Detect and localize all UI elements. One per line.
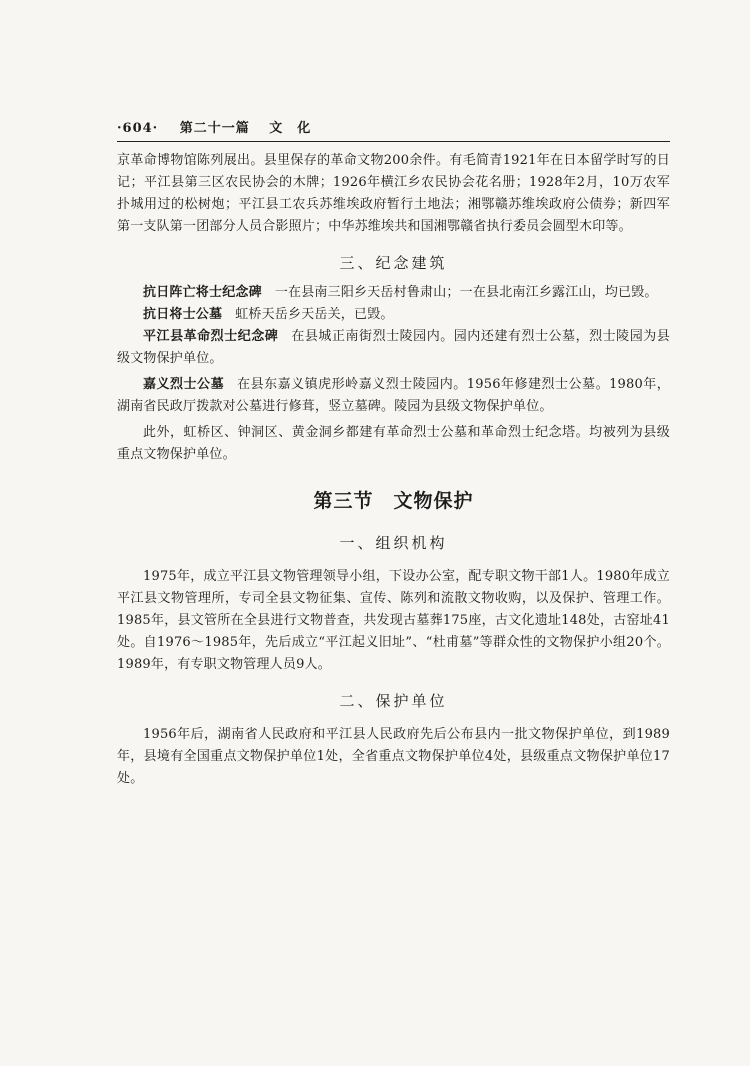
chapter-label: 第二十一篇: [179, 121, 250, 136]
entry-term: 平江县革命烈士纪念碑: [143, 329, 279, 344]
running-header: [117, 117, 667, 136]
entry-text: 在县城正南街烈士陵园内。园内还建有烈士公墓，烈士陵园为县级文物保护单位。: [117, 329, 670, 366]
protection-heading: 二、保护单位: [339, 692, 448, 710]
intro-paragraph: 京革命博物馆陈列展出。县里保存的革命文物200余件。有毛简青1921年在日本留学时写的日记；平江县第三区农民协会的木牌；1926年横江乡农民协会花名册；1928年2月，10万农军扑城用过的松树炮；平江县工农兵苏维埃政府暂行土地法；湘鄂赣苏维埃政府公债券；新四军第一支队第一团部分人员合影照片；中华苏维埃共和国湘鄂赣省执行委员会圆型木印等。: [117, 153, 670, 234]
section-title: [117, 488, 670, 514]
entry-term: 嘉义烈士公墓: [143, 377, 225, 392]
entry-text: 一在县南三阳乡天岳村鲁肃山；一在县北南江乡露江山，均已毁。: [274, 285, 658, 300]
header-rule: [117, 141, 670, 142]
section-name: 文物保护: [393, 490, 474, 512]
page-number: ·604·: [117, 121, 159, 136]
memorial-entry: [117, 326, 670, 370]
memorial-entry: [117, 282, 670, 304]
entry-term: 抗日将士公墓: [143, 307, 223, 322]
entry-text: 虹桥天岳乡天岳关，已毁。: [235, 307, 394, 322]
organization-paragraph: 1975年，成立平江县文物管理领导小组，下设办公室，配专职文物干部1人。1980年成立平江县文物管理所，专司全县文物征集、宣传、陈列和流散文物收购，以及保护、管理工作。1985年，县文管所在全县进行文物普查，共发现古墓葬175座，古文化遗址148处，古窑址41处。自1976～1985年，先后成立“平江起义旧址”、“杜甫墓”等群众性的文物保护小组20个。1989年，有专职文物管理人员9人。: [117, 569, 670, 672]
page-body: [117, 150, 670, 790]
protection-paragraph: 1956年后，湖南省人民政府和平江县人民政府先后公布县内一批文物保护单位，到1989年，县境有全国重点文物保护单位1处，全省重点文物保护单位4处，县级重点文物保护单位17处。: [117, 727, 670, 786]
organization-heading: 一、组织机构: [339, 534, 448, 552]
memorial-entry: [117, 304, 670, 326]
chapter-title: 文 化: [269, 121, 312, 136]
memorial-closing: 此外，虹桥区、钟洞区、黄金洞乡都建有革命烈士公墓和革命烈士纪念塔。均被列为县级重点文物保护单位。: [117, 425, 670, 462]
entry-term: 抗日阵亡将士纪念碑: [143, 285, 262, 300]
memorial-heading: 三、纪念建筑: [339, 254, 448, 272]
entry-text: 在县东嘉义镇虎形岭嘉义烈士陵园内。1956年修建烈士公墓。1980年，湖南省民政厅拨款对公墓进行修葺，竖立墓碑。陵园为县级文物保护单位。: [117, 377, 670, 414]
section-label: 第三节: [313, 490, 374, 512]
memorial-entry: [117, 374, 670, 418]
